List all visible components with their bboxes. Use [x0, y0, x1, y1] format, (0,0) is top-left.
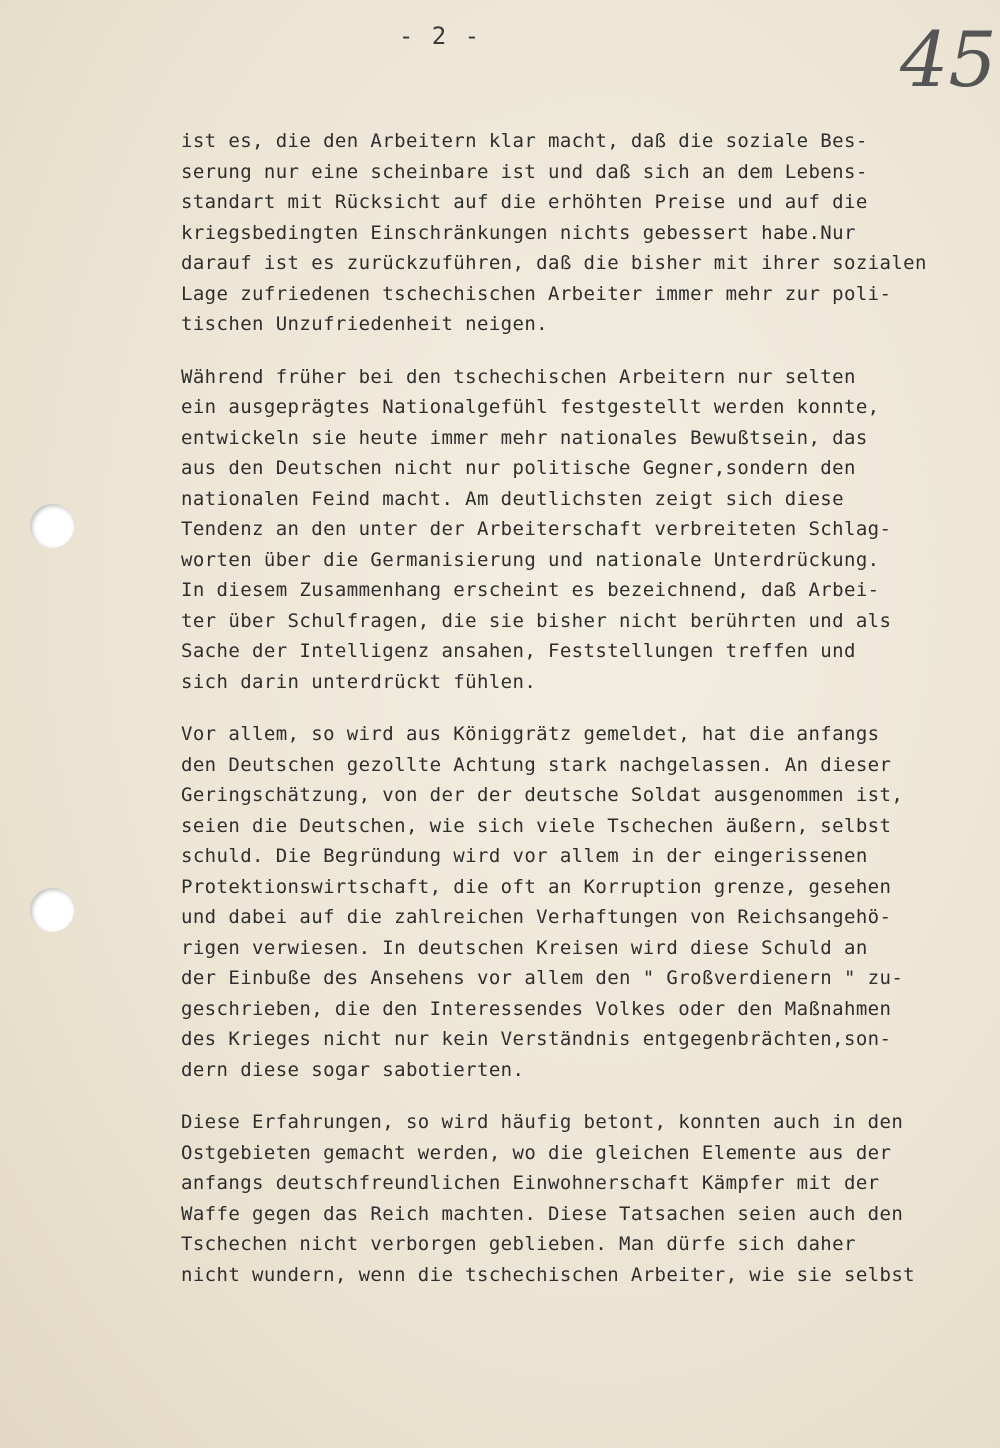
text-line: entwickeln sie heute immer mehr nationales Bewußtsein, das — [181, 426, 868, 449]
text-line: anfangs deutschfreundlichen Einwohnerschaft Kämpfer mit der — [181, 1172, 880, 1194]
text-line: Vor allem, so wird aus Königgrätz gemeldet, hat die anfangs — [181, 723, 880, 745]
text-line: Protektionswirtschaft, die oft an Korruption grenze, gesehen — [181, 875, 892, 898]
text-line: ein ausgeprägtes Nationalgefühl festgestellt werden konnte, — [181, 396, 880, 418]
text-line: standart mit Rücksicht auf die erhöhten Preise und auf die — [181, 191, 868, 213]
text-line: serung nur eine scheinbare ist und daß sich an dem Lebens- — [181, 160, 868, 183]
text-line: Während früher bei den tschechischen Arbeitern nur selten — [181, 365, 856, 388]
text-line: Lage zufriedenen tschechischen Arbeiter immer mehr zur poli- — [181, 282, 892, 305]
punch-hole — [30, 888, 74, 932]
text-line: dern diese sogar sabotierten. — [181, 1058, 525, 1081]
text-line: und dabei auf die zahlreichen Verhaftungen von Reichsangehö- — [181, 906, 892, 928]
text-line: tischen Unzufriedenheit neigen. — [181, 313, 549, 335]
punch-hole — [30, 504, 74, 548]
text-line: sich darin unterdrückt fühlen. — [181, 670, 537, 693]
text-line: nationalen Feind macht. Am deutlichsten zeigt sich diese — [181, 487, 844, 510]
text-line: nicht wundern, wenn die tschechischen Arbeiter, wie sie selbst — [181, 1263, 916, 1286]
text-line: der Einbuße des Ansehens vor allem den " Großverdienern " zu- — [181, 967, 904, 989]
text-line: Diese Erfahrungen, so wird häufig betont, konnten auch in den — [181, 1111, 904, 1133]
paragraph — [181, 126, 971, 340]
text-line: kriegsbedingten Einschränkungen nichts gebessert habe.Nur — [181, 221, 856, 244]
text-line: Geringschätzung, von der der deutsche Soldat ausgenommen ist, — [181, 784, 904, 806]
text-line: schuld. Die Begründung wird vor allem in der eingerissenen — [181, 845, 868, 867]
paragraph — [181, 1107, 971, 1290]
paragraph — [181, 362, 971, 698]
text-line: den Deutschen gezollte Achtung stark nachgelassen. An dieser — [181, 753, 892, 776]
text-line: seien die Deutschen, wie sich viele Tschechen äußern, selbst — [181, 814, 892, 837]
body-text — [181, 126, 971, 1312]
text-line: aus den Deutschen nicht nur politische Gegner,sondern den — [181, 457, 856, 479]
text-line: darauf ist es zurückzuführen, daß die bisher mit ihrer sozialen — [181, 252, 927, 274]
text-line: In diesem Zusammenhang erscheint es bezeichnend, daß Arbei- — [181, 579, 880, 601]
handwritten-folio-number: 45 — [900, 15, 997, 104]
text-line: geschrieben, die den Interessendes Volkes oder den Maßnahmen — [181, 997, 892, 1020]
page-number: - 2 - — [398, 22, 482, 50]
text-line: rigen verwiesen. In deutschen Kreisen wird diese Schuld an — [181, 936, 868, 959]
paragraph — [181, 719, 971, 1085]
text-line: Tschechen nicht verborgen geblieben. Man dürfe sich daher — [181, 1233, 856, 1255]
text-line: worten über die Germanisierung und nationale Unterdrückung. — [181, 548, 880, 571]
text-line: Sache der Intelligenz ansahen, Feststellungen treffen und — [181, 640, 856, 662]
text-line: Tendenz an den unter der Arbeiterschaft verbreiteten Schlag- — [181, 518, 892, 540]
text-line: des Krieges nicht nur kein Verständnis entgegenbrächten,son- — [181, 1028, 892, 1050]
text-line: Waffe gegen das Reich machten. Diese Tatsachen seien auch den — [181, 1202, 904, 1225]
text-line: Ostgebieten gemacht werden, wo die gleichen Elemente aus der — [181, 1141, 892, 1164]
text-line: ist es, die den Arbeitern klar macht, daß die soziale Bes- — [181, 130, 868, 152]
text-line: ter über Schulfragen, die sie bisher nicht berührten und als — [181, 609, 892, 632]
